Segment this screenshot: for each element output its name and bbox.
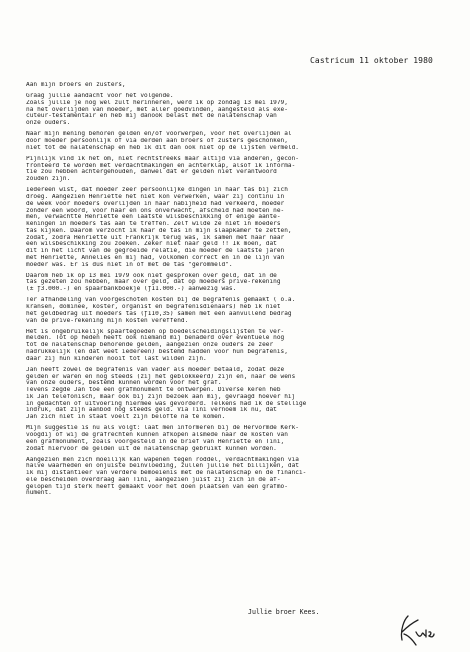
text-line: droeg. Aangezien Henriëtte het niet kon verwerken, waar zij continu in: [26, 194, 285, 201]
text-line: van de privé-rekening mijn kosten vereffend.: [26, 317, 189, 324]
paragraph: [26, 82, 456, 89]
text-line: Naar mijn mening behoren gelden en/of voorwerpen, vóór het overlijden al: [26, 131, 292, 138]
text-line: na het overlijden van moeder, met aller goedvinden, aangesteld als exe-: [26, 106, 288, 113]
text-line: Jan zich niet in staat voelt zijn belofte na te komen.: [26, 414, 226, 421]
paragraph: [26, 156, 456, 183]
text-line: nadrukkelijk (en dat weet iedereen) bestemd hadden voor hun begrafenis,: [26, 348, 288, 355]
text-line: voogdij of wij de grafrechten kunnen afkopen alsmede naar de kosten van: [26, 432, 288, 439]
text-line: (± ƒ3.000.-) en spaarbankboekje (ƒ11.000.-) aanwezig was.: [26, 286, 237, 293]
text-line: van onze ouders, bestemd kunnen worden voor het graf.: [26, 380, 222, 387]
text-line: met Henriëtte, Annelies en mij had, volkomen correct en in de lijn van: [26, 254, 285, 261]
text-line: gelopen tijd sterk heeft gemaakt voor het doen plaatsen van een grafmo-: [26, 483, 288, 490]
text-line: zonder een woord, voor haar en ons onverwacht, afscheid had moeten ne-: [26, 207, 285, 214]
paragraph: [26, 367, 456, 421]
text-line: Jan heeft zowel de begrafenis van vader als moeder betaald, zodat deze: [26, 366, 285, 373]
text-line: Pijnlijk vind ik het om, niet rechtstreeks maar altijd via anderen, gecon-: [26, 155, 299, 162]
closing-line: Jullie broer Kees.: [248, 608, 320, 616]
text-line: Mijn suggestie is nu als volgt: laat men informeren bij de Hervormde Kerk-: [26, 425, 299, 432]
text-line: kransen, dominee, koster, organist en begrafenisdienaars) heb ik niet: [26, 304, 281, 311]
paragraph: [26, 425, 456, 452]
text-line: Graag jullie aandacht voor het volgende.: [26, 93, 174, 100]
text-line: zouden zijn.: [26, 176, 71, 183]
text-line: halve waarheden en onjuiste beïnvloeding, zullen jullie het billijken, dat: [26, 463, 299, 470]
text-line: ik Jan telefonisch, maar ook bij zijn bezoek aan mij, gevraagd hoever hij: [26, 393, 296, 400]
text-line: tie zou hebben achtergehouden, danwel dat er gelden niet verantwoord: [26, 169, 277, 176]
text-line: door moeder persoonlijk of via derden aan broers of zusters geschonken,: [26, 138, 288, 145]
text-line: Aangezien men zich moeilijk kan wapenen tegen roddel, verdachtmakingen via: [26, 456, 299, 463]
text-line: Daarom heb ik op 13 mei 1979 ook niet gesproken over geld, dat in de: [26, 272, 277, 279]
text-line: moeder was. Er is dus niet in of met de tas "gerommeld".: [26, 261, 233, 268]
text-line: tas kijken. Daarom verzocht ik haar de tas in mijn slaapkamer te zetten,: [26, 227, 292, 234]
text-line: de week vóór moeders overlijden in haar nabijheid had verkeerd, moeder: [26, 200, 285, 207]
text-line: tot de nalatenschap behorende gelden, aangezien onze ouders ze zeer: [26, 342, 274, 349]
text-line: Iedereen wist, dat moeder zeer persoonlijke dingen in haar tas bij zich: [26, 187, 288, 194]
text-line: Aan mijn broers en zusters,: [26, 82, 126, 88]
text-line: het geldbedrag uit moeders tas (ƒ110,35) samen met een aanvullend bedrag: [26, 310, 292, 317]
text-line: Ter afhandeling van voorgeschoten kosten bij de begrafenis gemaakt ( o.a.: [26, 297, 296, 304]
text-line: dit in het licht van de gegroeide relatie, die moeder de laatste jaren: [26, 248, 285, 255]
text-line: Het is ongebruikelijk spaartegoeden op boedelscheidingslijsten te ver-: [26, 328, 285, 335]
text-line: fronteerd te worden met verdachtmakingen en achterklap, alsof ik informa-: [26, 162, 296, 169]
text-line: Zoals jullie je nog wel zult herinneren, werd ik op zondag 13 mei 1979,: [26, 99, 288, 106]
text-line: nument.: [26, 490, 52, 497]
text-line: in gedachten of uitvoering hiermee was gevorderd. Telkens had ik de stellige: [26, 400, 307, 407]
paragraph: [26, 187, 456, 268]
paragraph: [26, 457, 456, 498]
paragraph: [26, 131, 456, 151]
text-line: tas gezeten zou hebben, maar over geld, dat op moeders privé-rekening: [26, 279, 281, 286]
text-line: zodat hiervoor de gelden uit de nalatenschap gebruikt kunnen worden.: [26, 445, 277, 452]
paragraph: [26, 329, 456, 363]
paragraph: [26, 93, 456, 127]
handwritten-signature: [396, 612, 436, 646]
text-line: cuteur-testamentair en heb mij danook belast met de nalatenschap van: [26, 113, 277, 120]
text-line: melden. Tot op heden heeft ook niemand mij benaderd over eventuele nog: [26, 335, 285, 342]
letter-body: [26, 82, 456, 497]
text-line: niet tot de nalatenschap en heb ik dit dan ook niet op de lijsten vermeld.: [26, 144, 299, 151]
text-line: ik mij distantieer van verdere bemoeienis met de nalatenschap en de financi-: [26, 470, 307, 477]
text-line: gelden er waren en nog steeds (zij het geblokkeerd) zijn en, naar de wens: [26, 373, 296, 380]
text-line: men, verwachtte Henriëtte een laatste wilsbeschikking of enige aante-: [26, 214, 281, 221]
text-line: zodat, zodra Henriëtte uit Frankrijk terug was, ik samen met haar naar: [26, 234, 285, 241]
text-line: een grafmonument, zoals voorgesteld in de brief van Henriëtte en Tini,: [26, 438, 285, 445]
paragraph: [26, 297, 456, 324]
place-date: Castricum 11 oktober 1980: [310, 56, 433, 65]
text-line: Tevens zegde Jan toe een grafmonument te ontwerpen. Diverse keren heb: [26, 387, 281, 394]
text-line: onze ouders.: [26, 120, 71, 127]
text-line: keningen in moeders tas aan te treffen. Zelf wilde ze niet in moeders: [26, 221, 281, 228]
paragraph: [26, 273, 456, 293]
text-line: daar zij hun kinderen nooit tot last wilden zijn.: [26, 355, 207, 362]
text-line: ële bescheiden overdraag aan Tini, aangezien juist zij zich in de af-: [26, 476, 281, 483]
text-line: een wilsbeschikking zou zoeken. Zeker niet naar geld !! Ik moen, dat: [26, 241, 277, 248]
text-line: indruk, dat zijn aanbod nog steeds geld. Via Tini vernoem ik nu, dat: [26, 407, 277, 414]
